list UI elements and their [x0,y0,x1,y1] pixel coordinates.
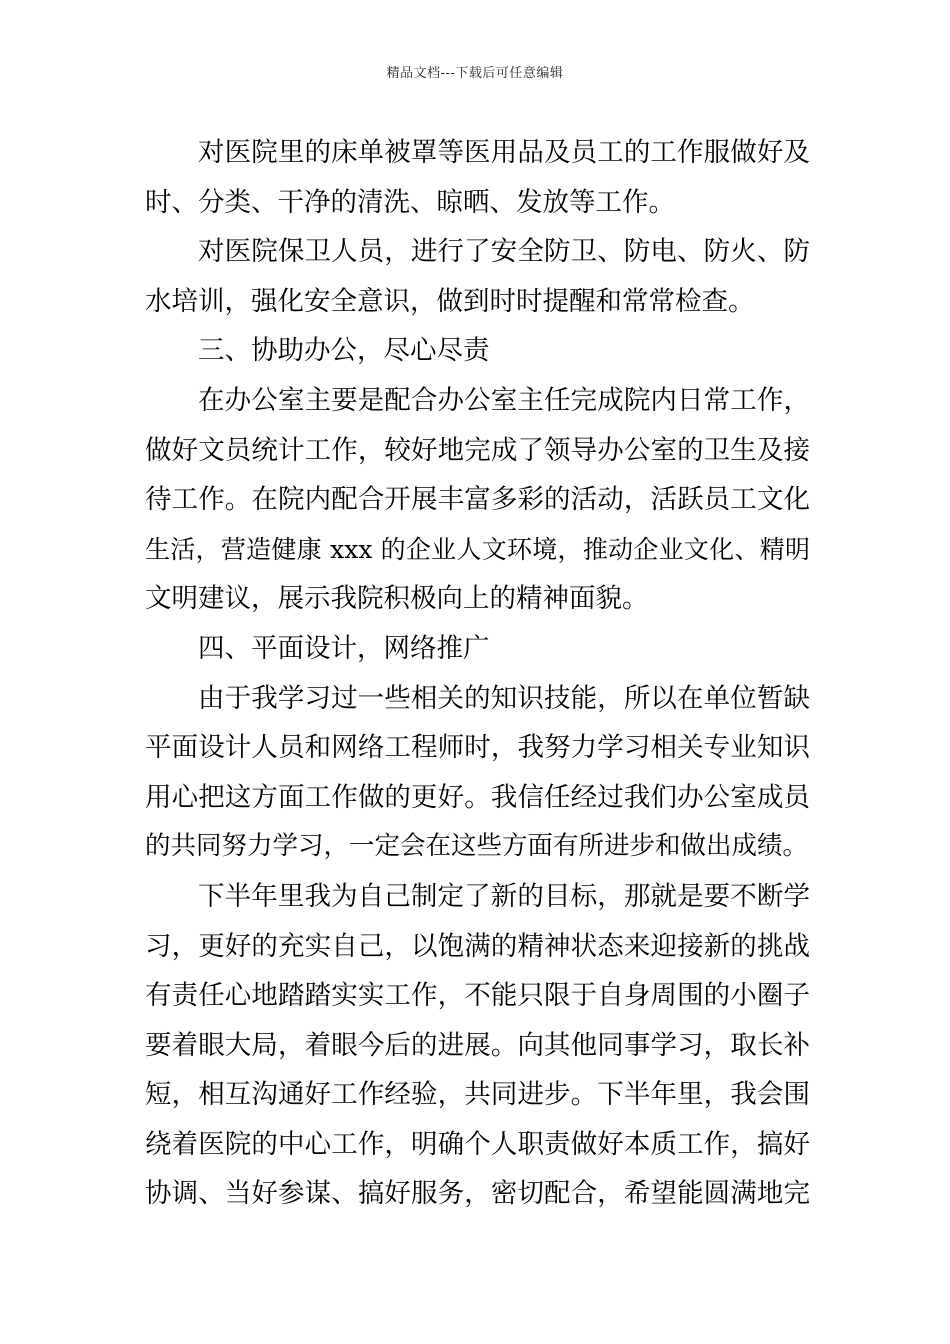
text-line: 短，相互沟通好工作经验，共同进步。下半年里，我会围 [145,1079,810,1111]
text-line: 文明建议，展示我院积极向上的精神面貌。 [145,583,649,615]
text-line: 平面设计人员和网络工程师时，我努力学习相关专业知识 [145,732,810,764]
text-line: 要着眼大局，着眼今后的进展。向其他同事学习，取长补 [145,1029,810,1061]
text-line: 下半年里我为自己制定了新的目标，那就是要不断学 [198,880,810,912]
text-line: 在办公室主要是配合办公室主任完成院内日常工作， [198,384,810,416]
text-line: 三、协助办公，尽心尽责 [198,335,490,367]
text-line: 由于我学习过一些相关的知识技能，所以在单位暂缺 [198,682,810,714]
text-line: 习，更好的充实自己，以饱满的精神状态来迎接新的挑战 [145,930,810,962]
text-line: 有责任心地踏踏实实工作，不能只限于自身周围的小圈子 [145,980,810,1012]
text-line: 水培训，强化安全意识，做到时时提醒和常常检查。 [145,285,755,317]
text-line: 对医院里的床单被罩等医用品及员工的工作服做好及 [198,137,810,168]
body-text [145,128,810,1219]
text-line: 时、分类、干净的清洗、晾晒、发放等工作。 [145,186,675,218]
text-line: 待工作。在院内配合开展丰富多彩的活动，活跃员工文化 [145,484,810,516]
text-line: 的共同努力学习，一定会在这些方面有所进步和做出成绩。 [145,831,809,862]
text-line: 四、平面设计，网络推广 [198,632,490,664]
text-line: 做好文员统计工作，较好地完成了领导办公室的卫生及接 [145,434,810,466]
page-header: 精品文档---下载后可任意编辑 [386,66,564,81]
text-line: 生活，营造健康 xxx 的企业人文环境，推动企业文化、精明 [145,534,810,564]
text-line: 用心把这方面工作做的更好。我信任经过我们办公室成员 [145,781,810,813]
text-line: 绕着医院的中心工作，明确个人职责做好本质工作，搞好 [145,1128,810,1160]
text-line: 对医院保卫人员，进行了安全防卫、防电、防火、防 [198,236,810,268]
text-line: 协调、当好参谋、搞好服务，密切配合，希望能圆满地完 [145,1178,810,1210]
